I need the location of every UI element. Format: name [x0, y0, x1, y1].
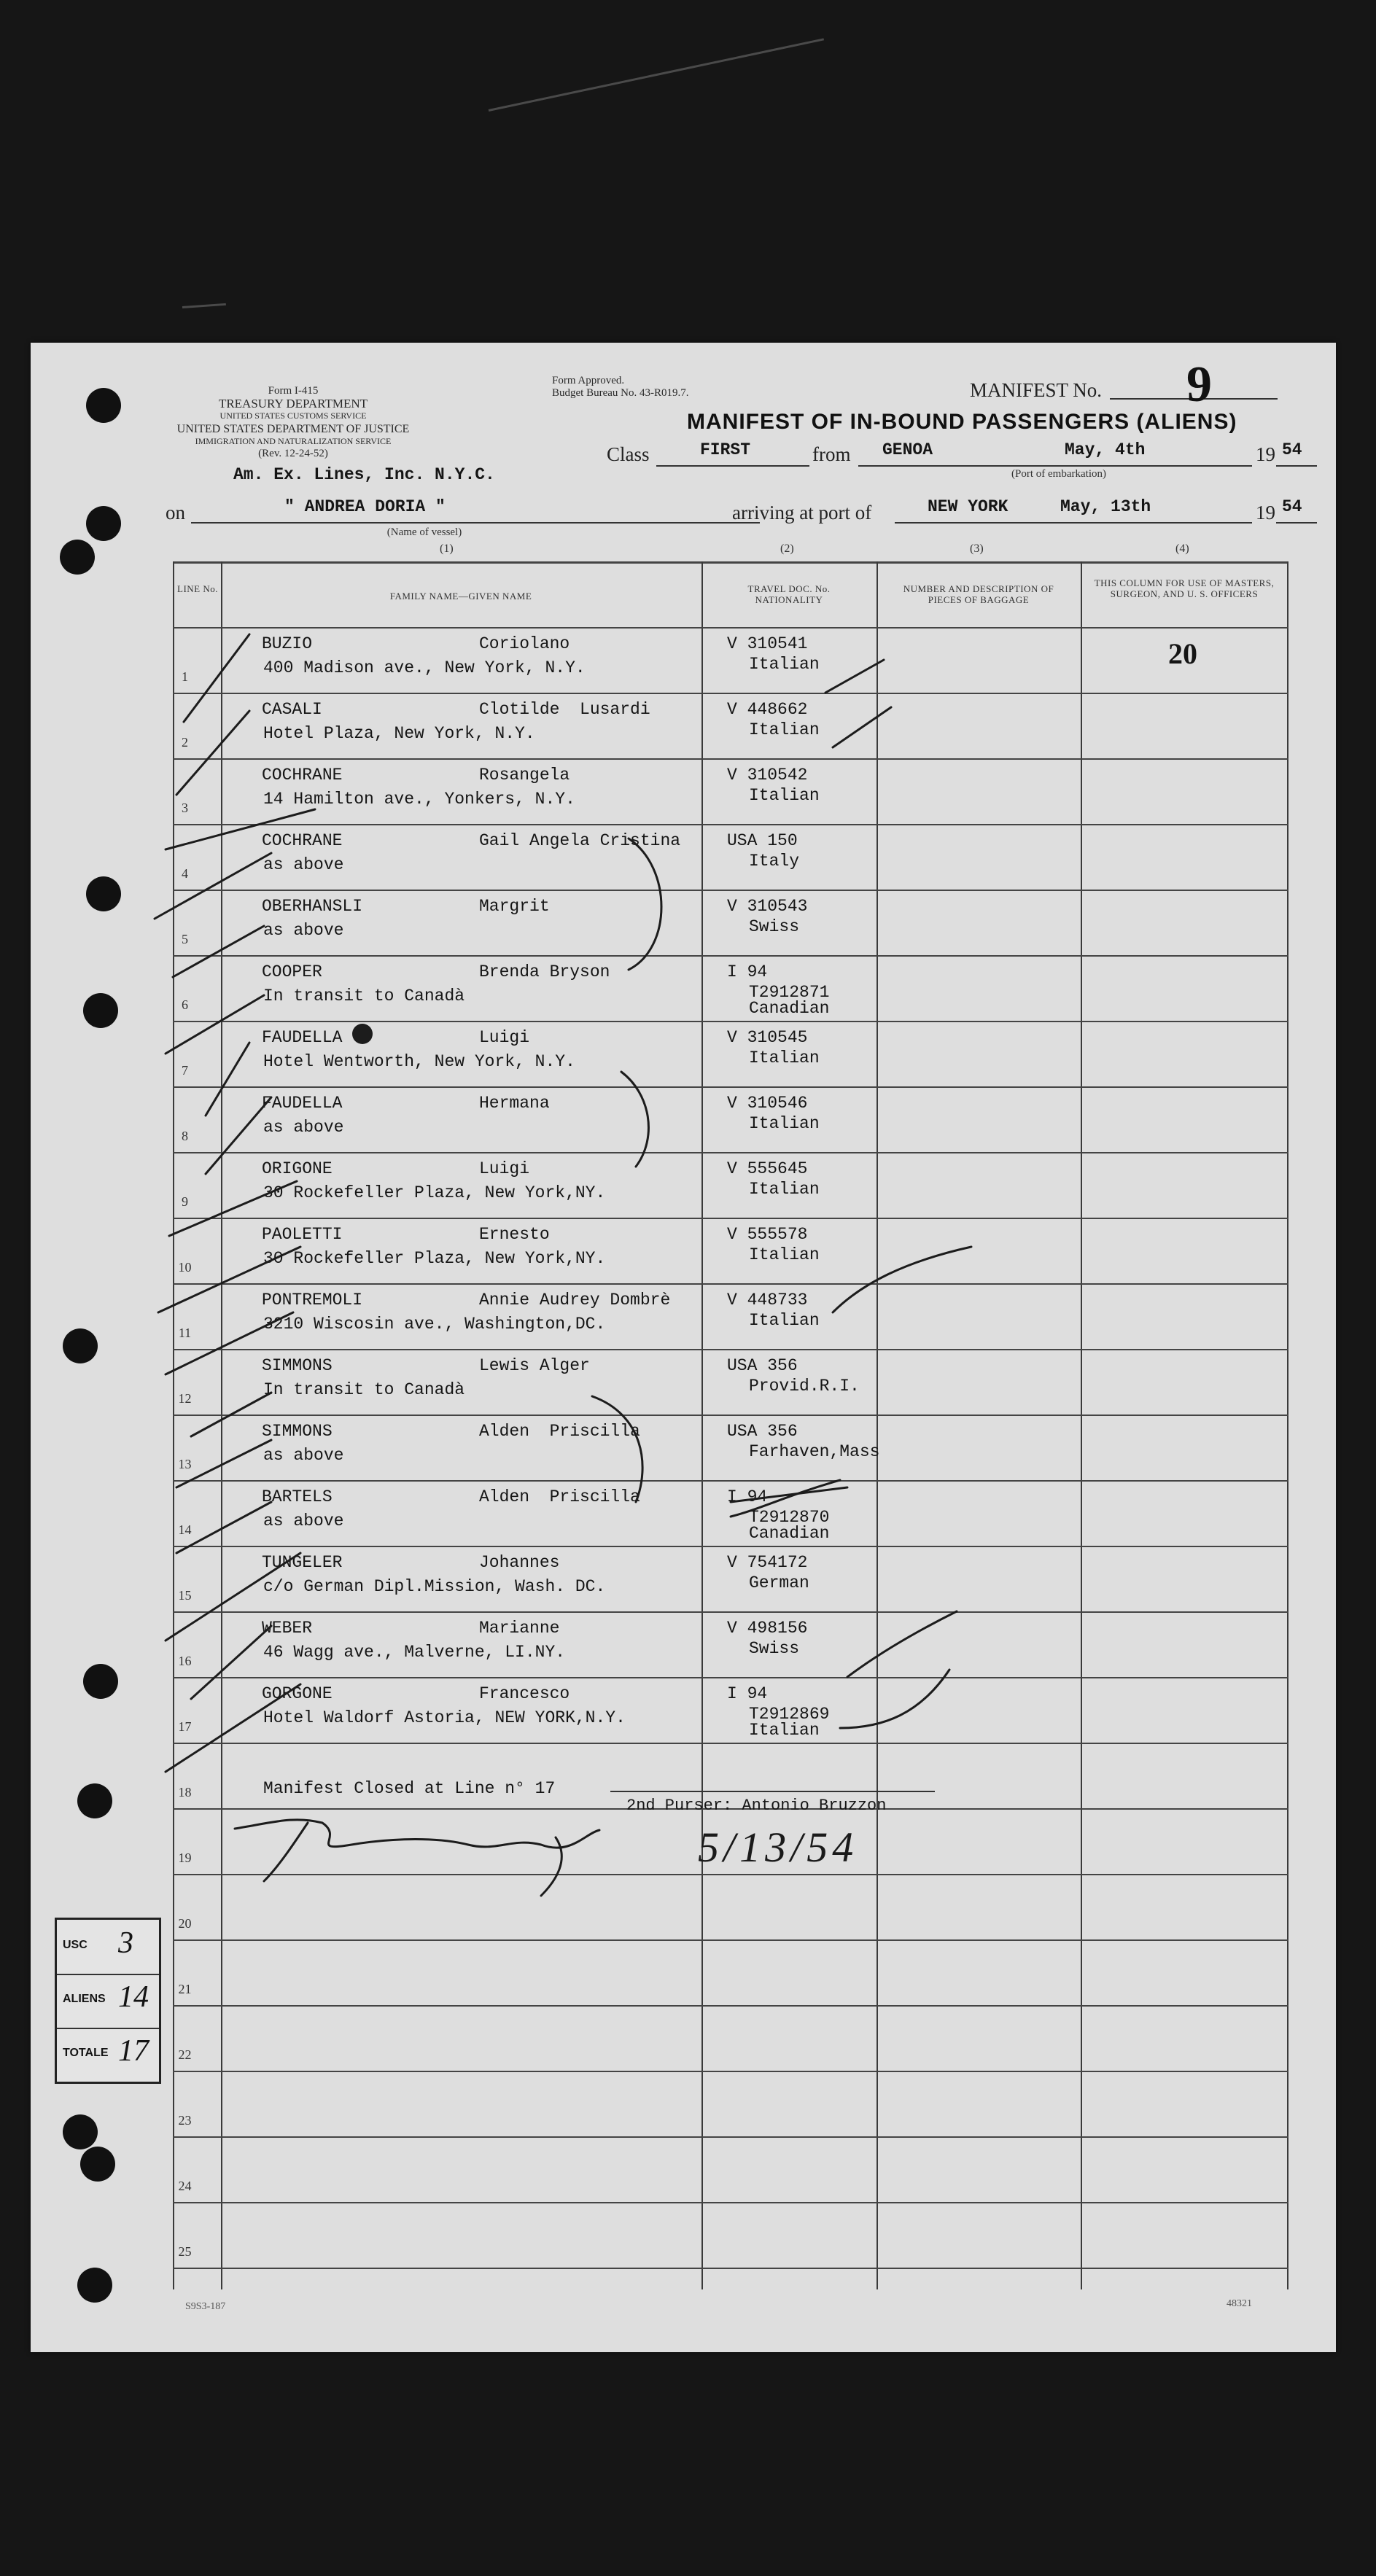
family-name: PONTREMOLI [262, 1291, 363, 1310]
table-row [173, 2202, 1288, 2268]
col-header-officers: THIS COLUMN FOR USE OF MASTERS, SURGEON, AND U. S. OFFICERS [1094, 577, 1275, 599]
punch-hole [77, 2268, 112, 2303]
line-number: 11 [178, 1326, 192, 1340]
table-row [173, 824, 1288, 890]
table-row [173, 1283, 1288, 1349]
address: as above [263, 1446, 344, 1465]
tally-row-usc [57, 1920, 159, 1975]
given-name: Marianne [479, 1619, 560, 1638]
row-divider [173, 1546, 1288, 1547]
ins-service: IMMIGRATION AND NATURALIZATION SERVICE [195, 436, 392, 446]
arrival-port: NEW YORK [928, 497, 1008, 516]
table-row [173, 1218, 1288, 1283]
arriving-label: arriving at port of [732, 502, 872, 524]
table-row [173, 2005, 1288, 2071]
department-header [169, 385, 417, 422]
punch-hole [60, 540, 95, 575]
punch-hole [86, 506, 121, 541]
address: Hotel Wentworth, New York, N.Y. [263, 1052, 575, 1071]
given-name: Brenda Bryson [479, 962, 610, 981]
family-name: COCHRANE [262, 766, 343, 785]
vessel-line [191, 522, 760, 524]
col-header-baggage: NUMBER AND DESCRIPTION OF PIECES OF BAGGAGE [903, 583, 1054, 605]
row-divider [173, 1283, 1288, 1285]
nationality: Italian [749, 720, 820, 739]
family-name: GORGONE [262, 1684, 333, 1703]
given-name: Annie Audrey Dombrè [479, 1291, 671, 1310]
row-divider [173, 1743, 1288, 1744]
family-name: TUNGELER [262, 1553, 343, 1572]
row-divider [173, 1939, 1288, 1941]
tally-box [55, 1918, 161, 2084]
nationality: Swiss [749, 917, 800, 936]
given-name: Rosangela [479, 766, 570, 785]
row-divider [173, 2005, 1288, 2007]
travel-doc-number: V 498156 [727, 1619, 808, 1638]
tally-usc-label: USC [63, 1939, 88, 1951]
travel-doc-number: USA 150 [727, 831, 798, 850]
family-name: OBERHANSLI [262, 897, 363, 916]
table-row [173, 2071, 1288, 2136]
tally-aliens-value: 14 [118, 1980, 149, 2014]
family-name: SIMMONS [262, 1422, 333, 1441]
address: 30 Rockefeller Plaza, New York,NY. [263, 1183, 606, 1202]
line-number: 23 [178, 2113, 192, 2128]
vessel-caption: (Name of vessel) [386, 526, 462, 538]
class-label: Class [607, 443, 650, 465]
given-name: Luigi [479, 1028, 530, 1047]
punch-hole [83, 1664, 118, 1699]
line-number: 7 [182, 1063, 188, 1078]
col-number-4: (4) [1175, 542, 1189, 555]
line-number: 18 [178, 1785, 192, 1799]
nationality: Italian [749, 1114, 820, 1133]
given-name: Ernesto [479, 1225, 550, 1244]
revision: (Rev. 12-24-52) [258, 448, 328, 459]
address: In transit to Canadà [263, 1380, 465, 1399]
manifest-closed-note: Manifest Closed at Line n° 17 [263, 1779, 556, 1798]
travel-doc-number: USA 356 [727, 1422, 798, 1441]
tally-row-total [57, 2028, 159, 2082]
nationality: Italian [749, 655, 820, 674]
address: 46 Wagg ave., Malverne, LI.NY. [263, 1643, 566, 1662]
travel-doc-number: V 754172 [727, 1553, 808, 1572]
row-divider [173, 955, 1288, 957]
address: as above [263, 1511, 344, 1530]
from-label: from [812, 443, 851, 465]
travel-doc-number: V 310545 [727, 1028, 808, 1047]
table-row [173, 1939, 1288, 2005]
nationality: Italian [749, 1180, 820, 1199]
nationality: Italian [749, 786, 820, 805]
row-divider [173, 2071, 1288, 2072]
line-number: 14 [178, 1522, 192, 1537]
form-approved: Form Approved. [552, 375, 625, 386]
col-header-name: FAMILY NAME—GIVEN NAME [389, 591, 532, 602]
travel-doc-number: I 94 [727, 1487, 768, 1506]
nationality-extra: Canadian [749, 999, 830, 1018]
punch-hole [86, 876, 121, 911]
family-name: PAOLETTI [262, 1225, 343, 1244]
address: 30 Rockefeller Plaza, New York,NY. [263, 1249, 606, 1268]
line-number: 20 [178, 1916, 192, 1931]
table-row [173, 1546, 1288, 1611]
budget-bureau: Budget Bureau No. 43-R019.7. [552, 387, 689, 399]
punch-hole [77, 1783, 112, 1818]
year-line [1276, 465, 1317, 467]
form-number: Form I-415 [268, 385, 319, 397]
justice-header [162, 423, 424, 460]
line-number: 12 [178, 1391, 192, 1406]
manifest-number: 9 [1186, 357, 1212, 413]
col-header-line-no: LINE No. [177, 583, 218, 594]
table-row [173, 627, 1288, 693]
line-number: 22 [178, 2047, 192, 2062]
row-divider [173, 1086, 1288, 1088]
from-line [858, 465, 1252, 467]
from-port: GENOA [882, 440, 933, 459]
travel-doc-number: USA 356 [727, 1356, 798, 1375]
travel-doc-number: V 448662 [727, 700, 808, 719]
travel-doc-number: V 310546 [727, 1094, 808, 1113]
row-divider [173, 2136, 1288, 2138]
address: Hotel Waldorf Astoria, NEW YORK,N.Y. [263, 1708, 626, 1727]
address: as above [263, 1118, 344, 1137]
passenger-table [173, 542, 1288, 2289]
nationality: Italy [749, 852, 800, 871]
line-number: 3 [182, 801, 188, 815]
row-divider [173, 1874, 1288, 1875]
footer-form-code: S9S3-187 [185, 2301, 226, 2312]
row-divider [173, 1349, 1288, 1350]
treasury-dept: TREASURY DEPARTMENT [218, 397, 368, 410]
row-divider [173, 2202, 1288, 2203]
family-name: BUZIO [262, 634, 313, 653]
vessel-name: " ANDREA DORIA " [284, 497, 446, 516]
row-divider [173, 1152, 1288, 1153]
col-number-1: (1) [440, 542, 454, 555]
nationality: Italian [749, 1245, 820, 1264]
class-value: FIRST [700, 440, 751, 459]
tally-usc-value: 3 [118, 1926, 133, 1960]
footer-print-number: 48321 [1227, 2298, 1252, 2309]
given-name: Luigi [479, 1159, 530, 1178]
address: as above [263, 855, 344, 874]
row-divider [173, 1480, 1288, 1482]
nationality: Italian [749, 1311, 820, 1330]
given-name: Alden Priscilla [479, 1487, 640, 1506]
nationality: Swiss [749, 1639, 800, 1658]
line-number: 13 [178, 1457, 192, 1471]
address: 14 Hamilton ave., Yonkers, N.Y. [263, 790, 575, 809]
form-approval [552, 375, 742, 400]
nationality-extra: Canadian [749, 1524, 830, 1543]
given-name: Coriolano [479, 634, 570, 653]
row-divider [173, 627, 1288, 629]
nationality: T2912871 [749, 983, 830, 1002]
family-name: FAUDELLA [262, 1028, 343, 1047]
arrival-year-line [1276, 522, 1317, 524]
line-number: 6 [182, 997, 188, 1012]
given-name: Lewis Alger [479, 1356, 590, 1375]
col-number-2: (2) [780, 542, 794, 555]
row-divider [173, 1415, 1288, 1416]
table-row [173, 1677, 1288, 1743]
table-row [173, 758, 1288, 824]
punch-hole [80, 2147, 115, 2182]
tally-aliens-label: ALIENS [63, 1993, 106, 2005]
line-number: 2 [182, 735, 188, 750]
family-name: FAUDELLA [262, 1094, 343, 1113]
nationality: Provid.R.I. [749, 1377, 860, 1396]
family-name: CASALI [262, 700, 322, 719]
manifest-sheet [31, 343, 1336, 2352]
family-name: ORIGONE [262, 1159, 333, 1178]
on-label: on [166, 502, 185, 524]
table-row [173, 1480, 1288, 1546]
table-row [173, 1086, 1288, 1152]
line-number: 25 [178, 2244, 192, 2259]
table-row [173, 1021, 1288, 1086]
film-scratch [489, 38, 824, 112]
departure-year: 54 [1282, 440, 1302, 459]
given-name: Johannes [479, 1553, 560, 1572]
punch-hole [63, 1328, 98, 1363]
line-number: 1 [182, 669, 188, 684]
nationality-extra: Italian [749, 1721, 820, 1740]
film-scratch [182, 303, 226, 308]
line-number: 8 [182, 1129, 188, 1143]
family-name: COCHRANE [262, 831, 343, 850]
nationality: T2912870 [749, 1508, 830, 1527]
table-row [173, 890, 1288, 955]
row-divider [173, 758, 1288, 760]
row-divider [173, 1677, 1288, 1678]
nationality: Italian [749, 1048, 820, 1067]
row-divider [173, 1611, 1288, 1613]
arrival-year: 54 [1282, 497, 1302, 516]
row-divider [173, 1218, 1288, 1219]
justice-dept: UNITED STATES DEPARTMENT OF JUSTICE [176, 423, 410, 435]
row-divider [173, 1021, 1288, 1022]
punch-hole [86, 388, 121, 423]
travel-doc-number: I 94 [727, 962, 768, 981]
family-name: COOPER [262, 962, 322, 981]
table-bottom-border [173, 2268, 1288, 2269]
family-name: SIMMONS [262, 1356, 333, 1375]
punch-hole [63, 2114, 98, 2149]
manifest-no-label: MANIFEST No. [970, 379, 1103, 401]
line-number: 24 [178, 2179, 192, 2193]
punch-hole [83, 993, 118, 1028]
travel-doc-number: V 448733 [727, 1291, 808, 1310]
travel-doc-number: V 310542 [727, 766, 808, 785]
travel-doc-number: V 310543 [727, 897, 808, 916]
departure-date: May, 4th [1065, 440, 1146, 459]
row-divider [173, 890, 1288, 891]
table-row [173, 1152, 1288, 1218]
table-row [173, 955, 1288, 1021]
travel-doc-number: V 555645 [727, 1159, 808, 1178]
line-company: Am. Ex. Lines, Inc. N.Y.C. [233, 465, 495, 484]
year-prefix: 19 [1256, 443, 1275, 465]
arrival-date: May, 13th [1060, 497, 1151, 516]
nationality: German [749, 1573, 809, 1592]
table-row [173, 1611, 1288, 1677]
port-embarkation-caption: (Port of embarkation) [1011, 468, 1106, 480]
given-name: Hermana [479, 1094, 550, 1113]
line-number: 21 [178, 1982, 192, 1996]
travel-doc-number: V 310541 [727, 634, 808, 653]
address: 3210 Wiscosin ave., Washington,DC. [263, 1315, 606, 1334]
nationality: T2912869 [749, 1705, 830, 1724]
tally-row-aliens [57, 1974, 159, 2029]
address: as above [263, 921, 344, 940]
given-name: Gail Angela Cristina [479, 831, 681, 850]
table-row [173, 693, 1288, 758]
arrival-line [895, 522, 1252, 524]
given-name: Alden Priscilla [479, 1422, 640, 1441]
table-row [173, 1874, 1288, 1939]
closed-note-rule [610, 1791, 935, 1792]
travel-doc-number: V 555578 [727, 1225, 808, 1244]
line-number: 16 [178, 1654, 192, 1668]
line-number: 5 [182, 932, 188, 946]
tally-total-value: 17 [118, 2034, 149, 2068]
address: 400 Madison ave., New York, N.Y. [263, 658, 586, 677]
given-name: Clotilde Lusardi [479, 700, 650, 719]
line-number: 10 [178, 1260, 192, 1275]
officer-note: 20 [1168, 637, 1197, 670]
line-number: 19 [178, 1851, 192, 1865]
signature-date: 5/13/54 [698, 1824, 858, 1871]
col-number-3: (3) [970, 542, 984, 555]
col-header-travel-doc: TRAVEL DOC. No. NATIONALITY [747, 583, 831, 605]
given-name: Margrit [479, 897, 550, 916]
table-row [173, 1349, 1288, 1415]
line-number: 4 [182, 866, 188, 881]
family-name: BARTELS [262, 1487, 333, 1506]
table-top-border [173, 561, 1288, 564]
address: Hotel Plaza, New York, N.Y. [263, 724, 535, 743]
family-name: WEBER [262, 1619, 313, 1638]
nationality: Farhaven,Mass [749, 1442, 880, 1461]
table-row [173, 2136, 1288, 2202]
address: In transit to Canadà [263, 987, 465, 1005]
tally-total-label: TOTALE [63, 2047, 109, 2059]
line-number: 9 [182, 1194, 188, 1209]
line-number: 15 [178, 1588, 192, 1603]
row-divider [173, 824, 1288, 825]
given-name: Francesco [479, 1684, 570, 1703]
arrival-year-prefix: 19 [1256, 502, 1275, 524]
purser-note: 2nd Purser: Antonio Bruzzon [626, 1797, 887, 1815]
customs-service: UNITED STATES CUSTOMS SERVICE [219, 410, 367, 421]
line-number: 17 [178, 1719, 192, 1734]
table-row [173, 1415, 1288, 1480]
manifest-title: MANIFEST OF IN-BOUND PASSENGERS (ALIENS) [687, 410, 1237, 434]
travel-doc-number: I 94 [727, 1684, 768, 1703]
class-line [656, 465, 809, 467]
row-divider [173, 693, 1288, 694]
address: c/o German Dipl.Mission, Wash. DC. [263, 1577, 606, 1596]
